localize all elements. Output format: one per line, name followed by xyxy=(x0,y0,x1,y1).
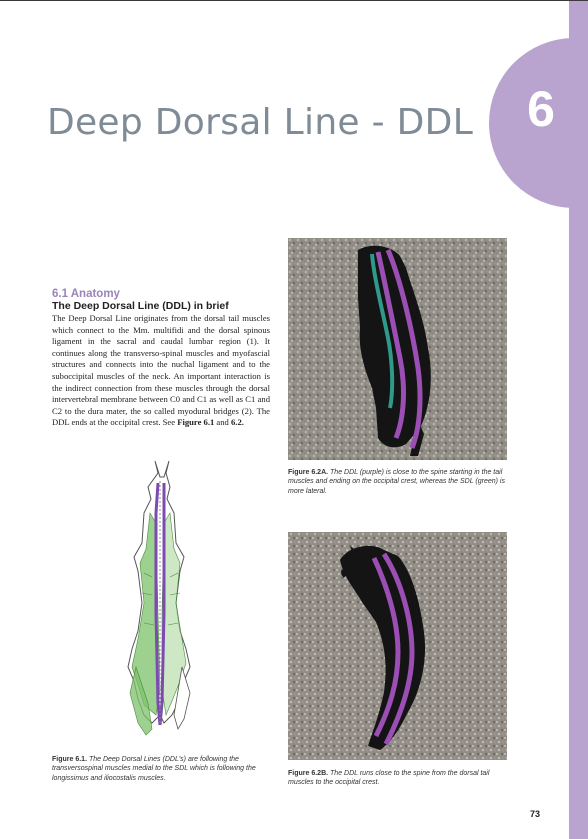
section-heading: 6.1 Anatomy xyxy=(52,288,120,300)
chapter-number: 6 xyxy=(527,81,555,137)
figure-6-1-text: The Deep Dorsal Lines (DDL's) are following the transversospinal muscles medial to the SDL which is following the longissimus and iliocostalis muscles. xyxy=(52,756,256,782)
figure-6-1-illustration xyxy=(52,453,270,759)
figure-6-2a-text: The DDL (purple) is close to the spine starting in the tail muscles and ending on the occipital crest, whereas the SDL (green) is more lateral. xyxy=(288,469,505,495)
figure-6-1-label: Figure 6.1. xyxy=(52,756,88,763)
chapter-title: Deep Dorsal Line - DDL xyxy=(46,102,474,143)
figure-reference-6-1: Figure 6.1 xyxy=(177,417,215,428)
body-text: The Deep Dorsal Line originates from the dorsal tail muscles which connect to the Mm. multifidi and the dorsal spinous ligament in the sacral and caudal lumbar region (1). It continues along the transverso-spinal muscles and myofascial structures and connects into the nuchal ligament and to the suboccipital muscles of the neck. An important interaction is the indirect connection from these muscles through the dorsal intervertebral membrane between C0 and C1 as well as C1 and C2 to the dura mater, the so called myodural bridges (2). The DDL ends at the occipital crest. See xyxy=(52,313,270,428)
figure-6-2a-caption xyxy=(288,468,510,496)
figure-reference-6-2: 6.2. xyxy=(231,417,244,428)
figure-6-2b-text: The DDL runs close to the spine from the dorsal tail muscles to the occipital crest. xyxy=(288,770,490,787)
body-paragraph xyxy=(52,313,270,429)
figure-6-2b-label: Figure 6.2B. xyxy=(288,770,329,777)
section-subheading: The Deep Dorsal Line (DDL) in brief xyxy=(52,300,229,312)
figure-6-1-caption xyxy=(52,755,274,783)
body-conjunction: and xyxy=(214,417,231,428)
figure-6-2b-caption xyxy=(288,769,510,788)
page-number: 73 xyxy=(530,809,541,819)
figure-6-2b-photo xyxy=(288,532,507,760)
figure-6-2a-photo xyxy=(288,238,507,460)
dog-anatomy-drawing xyxy=(52,453,270,759)
figure-6-2a-label: Figure 6.2A. xyxy=(288,469,329,476)
